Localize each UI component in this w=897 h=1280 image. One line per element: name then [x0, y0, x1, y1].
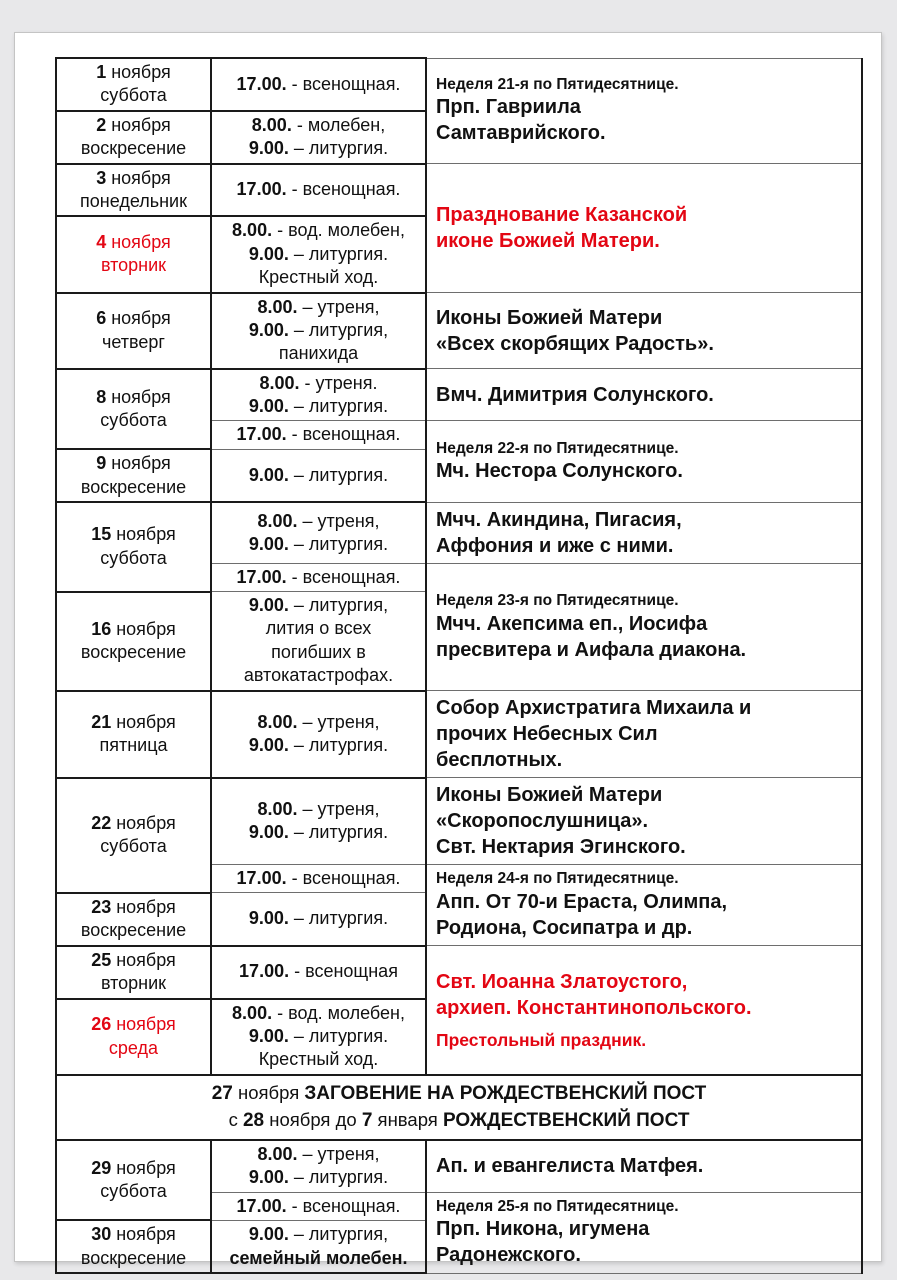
fast-notice-line-1: 27 ноября ЗАГОВЕНИЕ НА РОЖДЕСТВЕНСКИЙ ПОСТ — [211, 1081, 707, 1104]
feast-cell-nov-8: Вмч. Димитрия Солунского. — [426, 369, 862, 421]
services-cell-nov-2: 8.00. - молебен, 9.00. – литургия. — [211, 111, 426, 164]
row-nativity-fast-notice — [56, 1075, 862, 1140]
services-cell-nov-15-morning: 8.00. – утреня, 9.00. – литургия. — [211, 502, 426, 563]
date-cell-nov-3: 3 ноября понедельник — [56, 164, 211, 217]
date-cell-nov-16: 16 ноября воскресение — [56, 592, 211, 691]
date-cell-nov-21: 21 ноября пятница — [56, 691, 211, 778]
date-cell-nov-1: 1 ноября суббота — [56, 58, 211, 111]
services-cell-nov-4: 8.00. - вод. молебен, 9.00. – литургия. Крестный ход. — [211, 216, 426, 292]
services-cell-nov-8-morning: 8.00. - утреня. 9.00. – литургия. — [211, 369, 426, 421]
fast-notice-line-2: с 28 ноября до 7 января РОЖДЕСТВЕНСКИЙ ПОСТ — [228, 1109, 690, 1132]
services-cell-nov-29-morning: 8.00. – утреня, 9.00. – литургия. — [211, 1140, 426, 1192]
row-nov-22-morning — [56, 778, 862, 865]
date-cell-nov-23: 23 ноября воскресение — [56, 893, 211, 946]
weekday-label: суббота — [100, 85, 167, 106]
weekday-label: среда — [108, 1037, 159, 1058]
services-cell-nov-1: 17.00. - всенощная. — [211, 58, 426, 111]
services-cell-nov-22-evening: 17.00. - всенощная. — [211, 865, 426, 893]
feast-cell-nov-29: Ап. и евангелиста Матфея. — [426, 1140, 862, 1192]
weekday-label: пятница — [99, 735, 168, 756]
services-cell-nov-22-morning: 8.00. – утреня, 9.00. – литургия. — [211, 778, 426, 865]
weekday-label: вторник — [100, 255, 167, 276]
services-cell-nov-23: 9.00. – литургия. — [211, 893, 426, 946]
row-nov-3 — [56, 164, 862, 217]
week-label: Неделя 23-я по Пятидесятнице. — [436, 592, 679, 610]
services-cell-nov-29-evening: 17.00. - всенощная. — [211, 1192, 426, 1220]
feast-cell-nov-9: Неделя 22-я по Пятидесятнице. Мч. Нестора Солунского. — [426, 421, 862, 502]
services-cell-nov-16: 9.00. – литургия, лития о всех погибших в автокатастрофах. — [211, 592, 426, 691]
date-cell-nov-26: 26 ноября среда — [56, 999, 211, 1075]
weekday-label: суббота — [100, 410, 167, 431]
patronal-feast-note: Престольный праздник. — [436, 1029, 647, 1050]
date-cell-nov-25: 25 ноября вторник — [56, 946, 211, 999]
row-nov-21 — [56, 691, 862, 778]
feast-cell-nov-21: Собор Архистратига Михаила и прочих Небесных Сил бесплотных. — [426, 691, 862, 778]
weekday-label: суббота — [100, 1181, 167, 1202]
weekday-label: суббота — [100, 836, 167, 857]
services-cell-nov-9: 9.00. – литургия. — [211, 449, 426, 502]
week-label: Неделя 21-я по Пятидесятнице. — [436, 76, 679, 94]
date-cell-nov-22: 22 ноября суббота — [56, 778, 211, 893]
feast-cell-nov-15: Мчч. Акиндина, Пигасия, Аффония и иже с ними. — [426, 502, 862, 563]
weekday-label: понедельник — [80, 190, 187, 211]
row-nov-29-morning — [56, 1140, 862, 1192]
services-cell-nov-26: 8.00. - вод. молебен, 9.00. – литургия. Крестный ход. — [211, 999, 426, 1075]
feast-cell-nov-23: Неделя 24-я по Пятидесятнице. Апп. От 70-и Ераста, Олимпа, Родиона, Сосипатра и др. — [426, 865, 862, 946]
row-nov-15-morning — [56, 502, 862, 563]
feast-cell-nov-25-26: Свт. Иоанна Златоустого, архиеп. Константинопольского. Престольный праздник. — [426, 946, 862, 1075]
schedule-table — [55, 57, 863, 1274]
date-cell-nov-29: 29 ноября суббота — [56, 1140, 211, 1221]
date-cell-nov-8: 8 ноября суббота — [56, 369, 211, 450]
row-nov-8-morning — [56, 369, 862, 421]
feast-cell-nov-22: Иконы Божией Матери «Скоропослушница». Свт. Нектария Эгинского. — [426, 778, 862, 865]
row-nov-6 — [56, 293, 862, 369]
services-cell-nov-30: 9.00. – литургия, семейный молебен. — [211, 1220, 426, 1273]
week-label: Неделя 22-я по Пятидесятнице. — [436, 439, 679, 457]
services-cell-nov-8-evening: 17.00. - всенощная. — [211, 421, 426, 449]
weekday-label: четверг — [102, 331, 165, 352]
weekday-label: воскресение — [80, 138, 187, 159]
feast-cell-nov-6: Иконы Божией Матери «Всех скорбящих Радость». — [426, 293, 862, 369]
row-nov-1 — [56, 58, 862, 111]
row-nov-25 — [56, 946, 862, 999]
date-cell-nov-4: 4 ноября вторник — [56, 216, 211, 292]
weekday-label: суббота — [100, 547, 167, 568]
date-cell-nov-6: 6 ноября четверг — [56, 293, 211, 369]
date-cell-nov-9: 9 ноября воскресение — [56, 449, 211, 502]
services-cell-nov-6: 8.00. – утреня, 9.00. – литургия, панихида — [211, 293, 426, 369]
fast-notice-cell — [56, 1075, 862, 1140]
feast-cell-nov-1-2: Неделя 21-я по Пятидесятнице. Прп. Гавриила Самтаврийского. — [426, 58, 862, 164]
date-cell-nov-30: 30 ноября воскресение — [56, 1220, 211, 1273]
week-label: Неделя 24-я по Пятидесятнице. — [436, 870, 679, 888]
weekday-label: вторник — [100, 973, 167, 994]
services-cell-nov-15-evening: 17.00. - всенощная. — [211, 563, 426, 591]
feast-cell-nov-16: Неделя 23-я по Пятидесятнице. Мчч. Акепсима еп., Иосифа пресвитера и Аифала диакона. — [426, 563, 862, 690]
date-cell-nov-2: 2 ноября воскресение — [56, 111, 211, 164]
weekday-label: воскресение — [80, 1247, 187, 1268]
services-cell-nov-25: 17.00. - всенощная — [211, 946, 426, 999]
week-label: Неделя 25-я по Пятидесятнице. — [436, 1197, 679, 1215]
weekday-label: воскресение — [80, 642, 187, 663]
services-cell-nov-3: 17.00. - всенощная. — [211, 164, 426, 217]
services-cell-nov-21: 8.00. – утреня, 9.00. – литургия. — [211, 691, 426, 778]
feast-cell-nov-3-4: Празднование Казанской иконе Божией Матери. — [426, 164, 862, 293]
feast-cell-nov-30: Неделя 25-я по Пятидесятнице. Прп. Никона, игумена Радонежского. — [426, 1192, 862, 1273]
date-cell-nov-15: 15 ноября суббота — [56, 502, 211, 591]
document-sheet — [14, 32, 882, 1268]
weekday-label: воскресение — [80, 476, 187, 497]
weekday-label: воскресение — [80, 920, 187, 941]
